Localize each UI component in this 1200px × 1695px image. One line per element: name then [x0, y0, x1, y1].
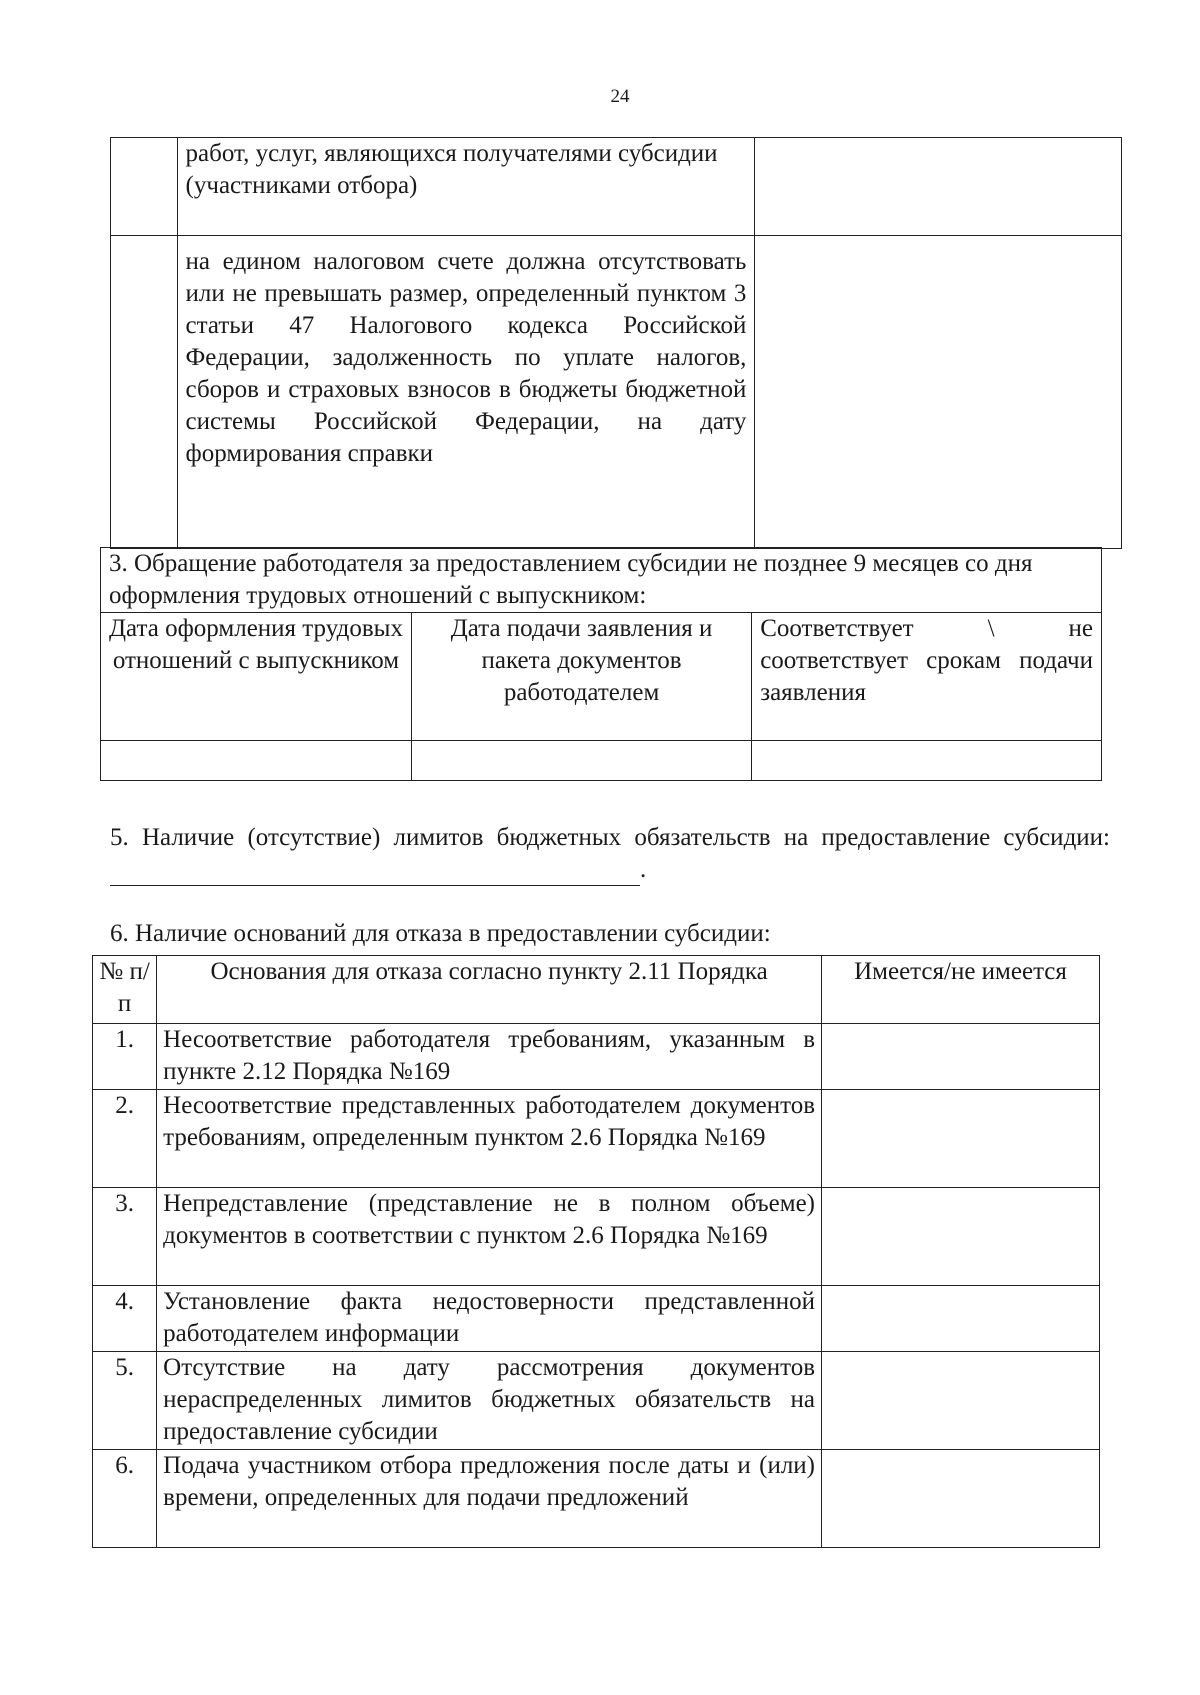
empty-cell: [752, 741, 1102, 781]
row-text: Несоответствие представленных работодателем документов требованиям, определенным пунктом 2.6 Порядка №169: [157, 1090, 822, 1188]
row-text: Отсутствие на дату рассмотрения документов нераспределенных лимитов бюджетных обязательств на предоставление субсидии: [157, 1352, 822, 1450]
presence-cell: [822, 1024, 1100, 1090]
section3-heading: 3. Обращение работодателя за предоставлением субсидии не позднее 9 месяцев со дня оформления трудовых отношений с выпускником:: [101, 548, 1102, 613]
row-number: 2.: [93, 1090, 157, 1188]
empty-num-cell: [111, 236, 178, 549]
row-text: Непредставление (представление не в полном объеме) документов в соответствии с пунктом 2.6 Порядка №169: [157, 1188, 822, 1286]
criteria-text-cell: работ, услуг, являющихся получателями субсидии (участниками отбора): [177, 138, 755, 236]
section5-end: .: [640, 856, 647, 883]
section5-text: 5. Наличие (отсутствие) лимитов бюджетных обязательств на предоставление субсидии:: [110, 824, 1110, 851]
column-header-grounds: Основания для отказа согласно пункту 2.11 Порядка: [157, 956, 822, 1024]
empty-cell: [411, 741, 751, 781]
section5-paragraph: [110, 822, 1110, 886]
page-number: 24: [610, 86, 630, 107]
column-header-employment-date: Дата оформления трудовых отношений с выпускником: [101, 613, 412, 741]
row-text: Подача участником отбора предложения после даты и (или) времени, определенных для подачи предложений: [157, 1450, 822, 1548]
fill-in-line: [110, 859, 640, 886]
row-text: Установление факта недостоверности представленной работодателем информации: [157, 1286, 822, 1352]
row-number: 1.: [93, 1024, 157, 1090]
row-number: 6.: [93, 1450, 157, 1548]
column-header-number: № п/п: [93, 956, 157, 1024]
empty-cell: [101, 741, 412, 781]
column-header-application-date: Дата подачи заявления и пакета документов работодателем: [411, 613, 751, 741]
column-header-compliance: Соответствует \ не соответствует срокам подачи заявления: [752, 613, 1102, 741]
result-cell: [755, 236, 1122, 549]
presence-cell: [822, 1286, 1100, 1352]
presence-cell: [822, 1090, 1100, 1188]
empty-num-cell: [111, 138, 178, 236]
criteria-text-cell: на едином налоговом счете должна отсутствовать или не превышать размер, определенный пунктом 3 статьи 47 Налогового кодекса Российской Федерации, задолженность по уплате налогов, сборов и страховых взносов в бюджеты бюджетной системы Российской Федерации, на дату формирования справки: [177, 236, 755, 549]
criteria-table-continued: [110, 137, 1122, 549]
refusal-grounds-table: [92, 955, 1100, 1548]
row-number: 5.: [93, 1352, 157, 1450]
row-number: 3.: [93, 1188, 157, 1286]
column-header-presence: Имеется/не имеется: [822, 956, 1100, 1024]
presence-cell: [822, 1188, 1100, 1286]
row-number: 4.: [93, 1286, 157, 1352]
presence-cell: [822, 1450, 1100, 1548]
section3-table: [100, 547, 1102, 781]
section6-heading: 6. Наличие оснований для отказа в предоставлении субсидии:: [110, 920, 771, 947]
result-cell: [755, 138, 1122, 236]
presence-cell: [822, 1352, 1100, 1450]
row-text: Несоответствие работодателя требованиям, указанным в пункте 2.12 Порядка №169: [157, 1024, 822, 1090]
